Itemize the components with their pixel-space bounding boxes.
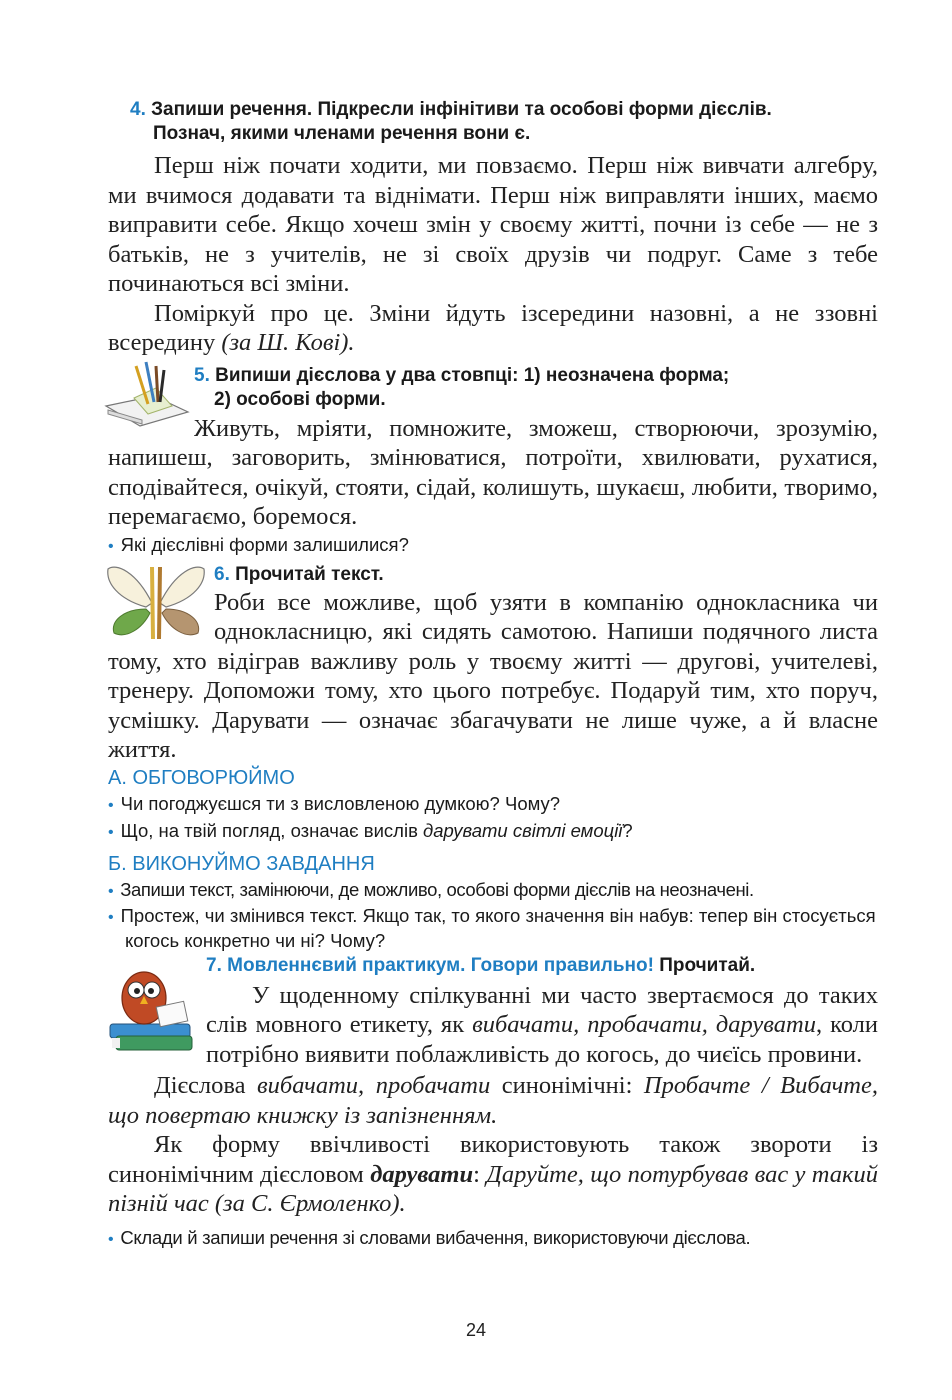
exercise-7-title-blue: Мовленнєвий практикум. Говори правильно! [227,954,654,976]
paragraph-italic: вибачати, пробачати, дарувати [472,1011,816,1038]
page-content [108,98,878,1252]
task-text: Склади й запиши речення зі словами вибачення, використовуючи дієслова. [120,1226,751,1248]
paragraph-italic: вибачати, пробачати [257,1072,491,1099]
exercise-7-paragraph-2 [108,1071,878,1130]
exercise-5 [108,364,878,532]
section-b-task-1 [108,877,878,904]
exercise-number: 4. [130,99,146,120]
exercise-5-word-list: Живуть, мріяти, помножите, зможеш, створюючи, зрозумію, напишеш, заговорить, змінюватися, потроїти, хвилювати, рухатися, сподівайтеся, очікуй, стояти, сідай, колишуть, шукаєш, любити, творимо, перемагаємо, боремося. [108,414,878,530]
paragraph-text: синонімічні: [490,1072,644,1099]
exercise-7-bullet [108,1225,878,1252]
paragraph-text: Дієслова [154,1072,258,1099]
section-a-question-1 [108,791,878,818]
section-a-question-2 [108,818,878,845]
question-end: ? [622,819,633,841]
exercise-5-bullet [108,532,878,559]
bullet-icon: • [108,1230,114,1248]
question-text: Що, на твій погляд, означає вислів [120,819,424,841]
question-italic: дарувати світлі емоції [423,819,623,841]
exercise-number: 5. [194,364,210,386]
exercise-6-title [108,563,878,587]
paragraph-example: Даруйте, що потурбував вас у такий пізній час [108,1160,879,1217]
exercise-4-paragraph-1: Перш ніж почати ходити, ми повзаємо. Перш ніж вивчати алгебру, ми вчимося додавати та віднімати. Перш ніж виправляти інших, маємо виправити себе. Якщо хочеш змін у своєму житті, почни із себе — не з батьків, не з учителів, не зі своїх друзів чи подруг. Саме з тебе починаються всі зміни. [108,152,878,297]
section-b-task-2 [108,904,878,952]
exercise-7-title-black: Прочитай. [659,954,756,976]
exercise-number: 6. [214,563,230,585]
owl-on-books-icon [106,958,198,1054]
exercise-number: 7. [206,954,222,976]
bullet-icon: • [108,908,114,926]
paintbrushes-paper-icon [102,360,190,430]
paragraph-text: У щоденному спілкуванні ми часто звертаємося до таких слів мовного етикету, як [206,981,878,1038]
exercise-6-text: Роби все можливе, щоб узяти в компанію однокласника чи однокласницю, які сидять самотою. Напиши подячного листа тому, хто відіграв важливу роль у твоєму житті — другові, учителеві, тренеру. Допоможи тому, хто цього потребує. Подаруй тим, хто поруч, усмішку. Дарувати — означає збагачувати не лише чуже, а й власне життя. [108,588,878,763]
exercise-6 [108,563,878,765]
exercise-7-title [108,954,878,978]
paragraph-example: Пробачте / Вибачте, що повертаю книжку із запізненням. [108,1072,878,1129]
paragraph-bold-italic: дарувати [370,1160,474,1188]
bullet-icon: • [108,796,114,814]
paragraph-source: (за С. Єрмоленко). [208,1190,406,1217]
exercise-5-question: Які дієслівні форми залишилися? [120,533,409,555]
exercise-4-title [108,98,878,146]
section-b-heading: Б. ВИКОНУЙМО ЗАВДАННЯ [108,852,375,875]
exercise-4-instruction-line2: Познач, якими членами речення вони є. [153,123,531,144]
paragraph-text: Як форму ввічливості використовують також звороти із синонімічним дієсловом [108,1131,878,1188]
exercise-4-instruction-line1: Запиши речення. Підкресли інфінітиви та особові форми дієслів. [151,99,772,120]
exercise-7-paragraph-1 [108,981,878,1070]
exercise-7 [108,954,878,1070]
paragraph-text: , коли потрібно виявити поблажливість до когось, до чиєїсь провини. [206,1011,878,1068]
exercise-4-paragraph-2-text: Поміркуй про це. Зміни йдуть ізсередини назовні, а не ззовні всередину [108,299,878,356]
task-text: Запиши текст, замінюючи, де можливо, особові форми дієслів на неозначені. [120,878,754,900]
exercise-6-instruction: Прочитай текст. [235,563,384,585]
bullet-icon: • [108,537,114,555]
section-a-heading: А. ОБГОВОРЮЙМО [108,766,295,789]
task-text: Простеж, чи змінився текст. Якщо так, то якого значення він набув: тепер він стосується когось конкретно чи ні? Чому? [120,904,876,951]
bullet-icon: • [108,823,114,841]
exercise-4-source: (за Ш. Кові). [221,329,355,356]
exercise-5-instruction-line2: 2) особові форми. [214,388,386,410]
bullet-icon: • [108,882,114,900]
exercise-7-paragraph-3 [108,1130,878,1219]
paragraph-text: : [473,1160,487,1188]
exercise-5-instruction-line1: Випиши дієслова у два стовпці: 1) неозначена форма; [215,364,730,386]
question-text: Чи погоджуєшся ти з висловленою думкою? Чому? [120,792,561,814]
page-number: 24 [465,1320,487,1340]
exercise-4-paragraph-2 [108,299,878,358]
exercise-5-title [108,364,878,412]
butterfly-wings-brushes-icon [106,563,206,641]
